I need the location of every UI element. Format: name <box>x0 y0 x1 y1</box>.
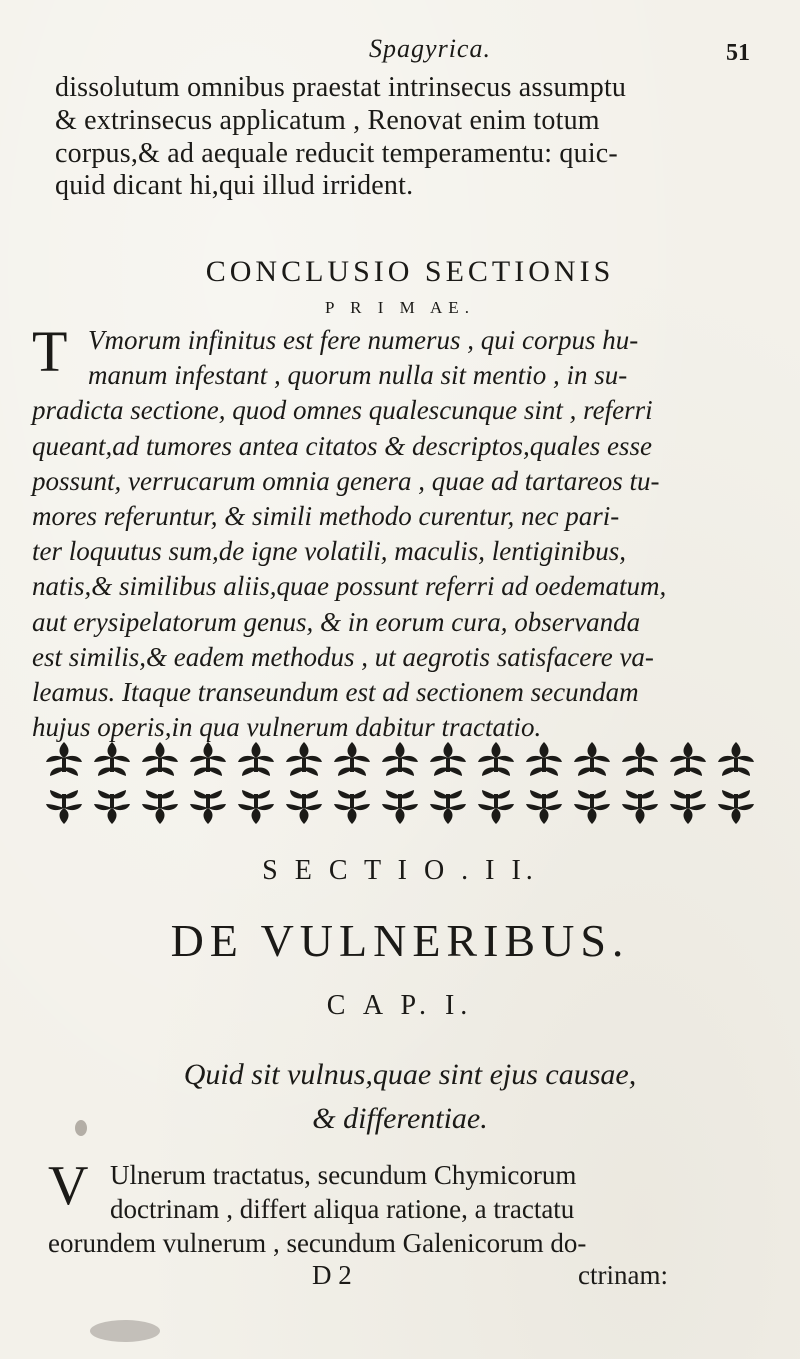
fleuron-icon <box>478 742 514 776</box>
page-number: 51 <box>726 40 750 66</box>
fleuron-icon <box>46 790 82 824</box>
body-line: doctrinam , differt aliqua ratione, a tractatu <box>110 1194 575 1224</box>
fleuron-ornament-band <box>40 730 760 840</box>
fleuron-icon <box>334 790 370 824</box>
paragraph-line: leamus. Itaque transeundum est ad sectionem secundam <box>32 677 639 708</box>
body-line: eorundem vulnerum , secundum Galenicorum do- <box>48 1228 587 1258</box>
signature-mark: D 2 <box>312 1260 352 1290</box>
opening-line: corpus,& ad aequale reducit temperamentu: quic- <box>55 138 618 169</box>
fleuron-icon <box>430 742 466 776</box>
fleuron-icon <box>526 742 562 776</box>
fleuron-icon <box>574 790 610 824</box>
ink-smudge <box>90 1320 160 1342</box>
ink-blot <box>75 1120 87 1136</box>
fleuron-icon <box>622 742 658 776</box>
fleuron-icon <box>190 790 226 824</box>
fleuron-icon <box>478 790 514 824</box>
fleuron-icon <box>334 742 370 776</box>
paragraph-line: hujus operis,in qua vulnerum dabitur tractatio. <box>32 712 542 743</box>
catchword: ctrinam: <box>578 1260 668 1290</box>
drop-cap: V <box>48 1155 89 1217</box>
opening-line: quid dicant hi,qui illud irrident. <box>55 170 414 201</box>
fleuron-icon <box>238 742 274 776</box>
paragraph-line: aut erysipelatorum genus, & in eorum cura, observanda <box>32 606 641 637</box>
paragraph-line: pradicta sectione, quod omnes qualescunque sint , referri <box>32 395 653 426</box>
fleuron-icon <box>670 790 706 824</box>
fleuron-icon <box>718 742 754 776</box>
fleuron-icon <box>670 742 706 776</box>
opening-line: & extrinsecus applicatum , Renovat enim totum <box>55 105 600 136</box>
chapter-label: C A P. I. <box>326 990 474 1021</box>
conclusion-heading: CONCLUSIO SECTIONIS <box>205 255 615 288</box>
fleuron-icon <box>238 790 274 824</box>
paragraph-line: natis,& similibus aliis,quae possunt referri ad oedematum, <box>32 571 667 602</box>
paragraph-line: ter loquutus sum,de igne volatili, maculis, lentiginibus, <box>32 536 626 567</box>
section-title: DE VULNERIBUS. <box>170 915 630 966</box>
fleuron-icon <box>94 790 130 824</box>
fleuron-icon <box>46 742 82 776</box>
paragraph-line: manum infestant , quorum nulla sit mentio , in su- <box>88 360 628 391</box>
fleuron-icon <box>142 742 178 776</box>
fleuron-icon <box>574 742 610 776</box>
conclusion-paragraph <box>32 319 772 745</box>
fleuron-icon <box>382 790 418 824</box>
chapter-title-continued: & differentiae. <box>312 1102 488 1135</box>
paragraph-line: mores referuntur, & simili methodo curentur, nec pari- <box>32 501 620 532</box>
fleuron-ornament-icon <box>40 730 760 840</box>
body-line: Ulnerum tractatus, secundum Chymicorum <box>110 1160 577 1190</box>
paragraph-line: possunt, verrucarum omnia genera , quae ad tartareos tu- <box>32 465 660 496</box>
fleuron-icon <box>94 742 130 776</box>
fleuron-icon <box>142 790 178 824</box>
paragraph-line: est similis,& eadem methodus , ut aegrotis satisfacere va- <box>32 641 654 672</box>
conclusion-subheading: P R I M AE. <box>325 298 475 317</box>
running-head: Spagyrica. <box>369 34 491 63</box>
fleuron-icon <box>286 790 322 824</box>
paragraph-line: queant,ad tumores antea citatos & descriptos,quales esse <box>32 430 652 461</box>
fleuron-icon <box>622 790 658 824</box>
fleuron-icon <box>190 742 226 776</box>
fleuron-icon <box>526 790 562 824</box>
fleuron-icon <box>718 790 754 824</box>
chapter-title: Quid sit vulnus,quae sint ejus causae, <box>183 1058 637 1091</box>
fleuron-icon <box>382 742 418 776</box>
fleuron-icon <box>286 742 322 776</box>
fleuron-icon <box>430 790 466 824</box>
opening-line: dissolutum omnibus praestat intrinsecus assumptu <box>55 72 627 103</box>
paragraph-line: Vmorum infinitus est fere numerus , qui corpus hu- <box>88 325 639 355</box>
sectio-label: S E C T I O . I I. <box>262 855 538 886</box>
drop-cap: T <box>32 319 68 384</box>
